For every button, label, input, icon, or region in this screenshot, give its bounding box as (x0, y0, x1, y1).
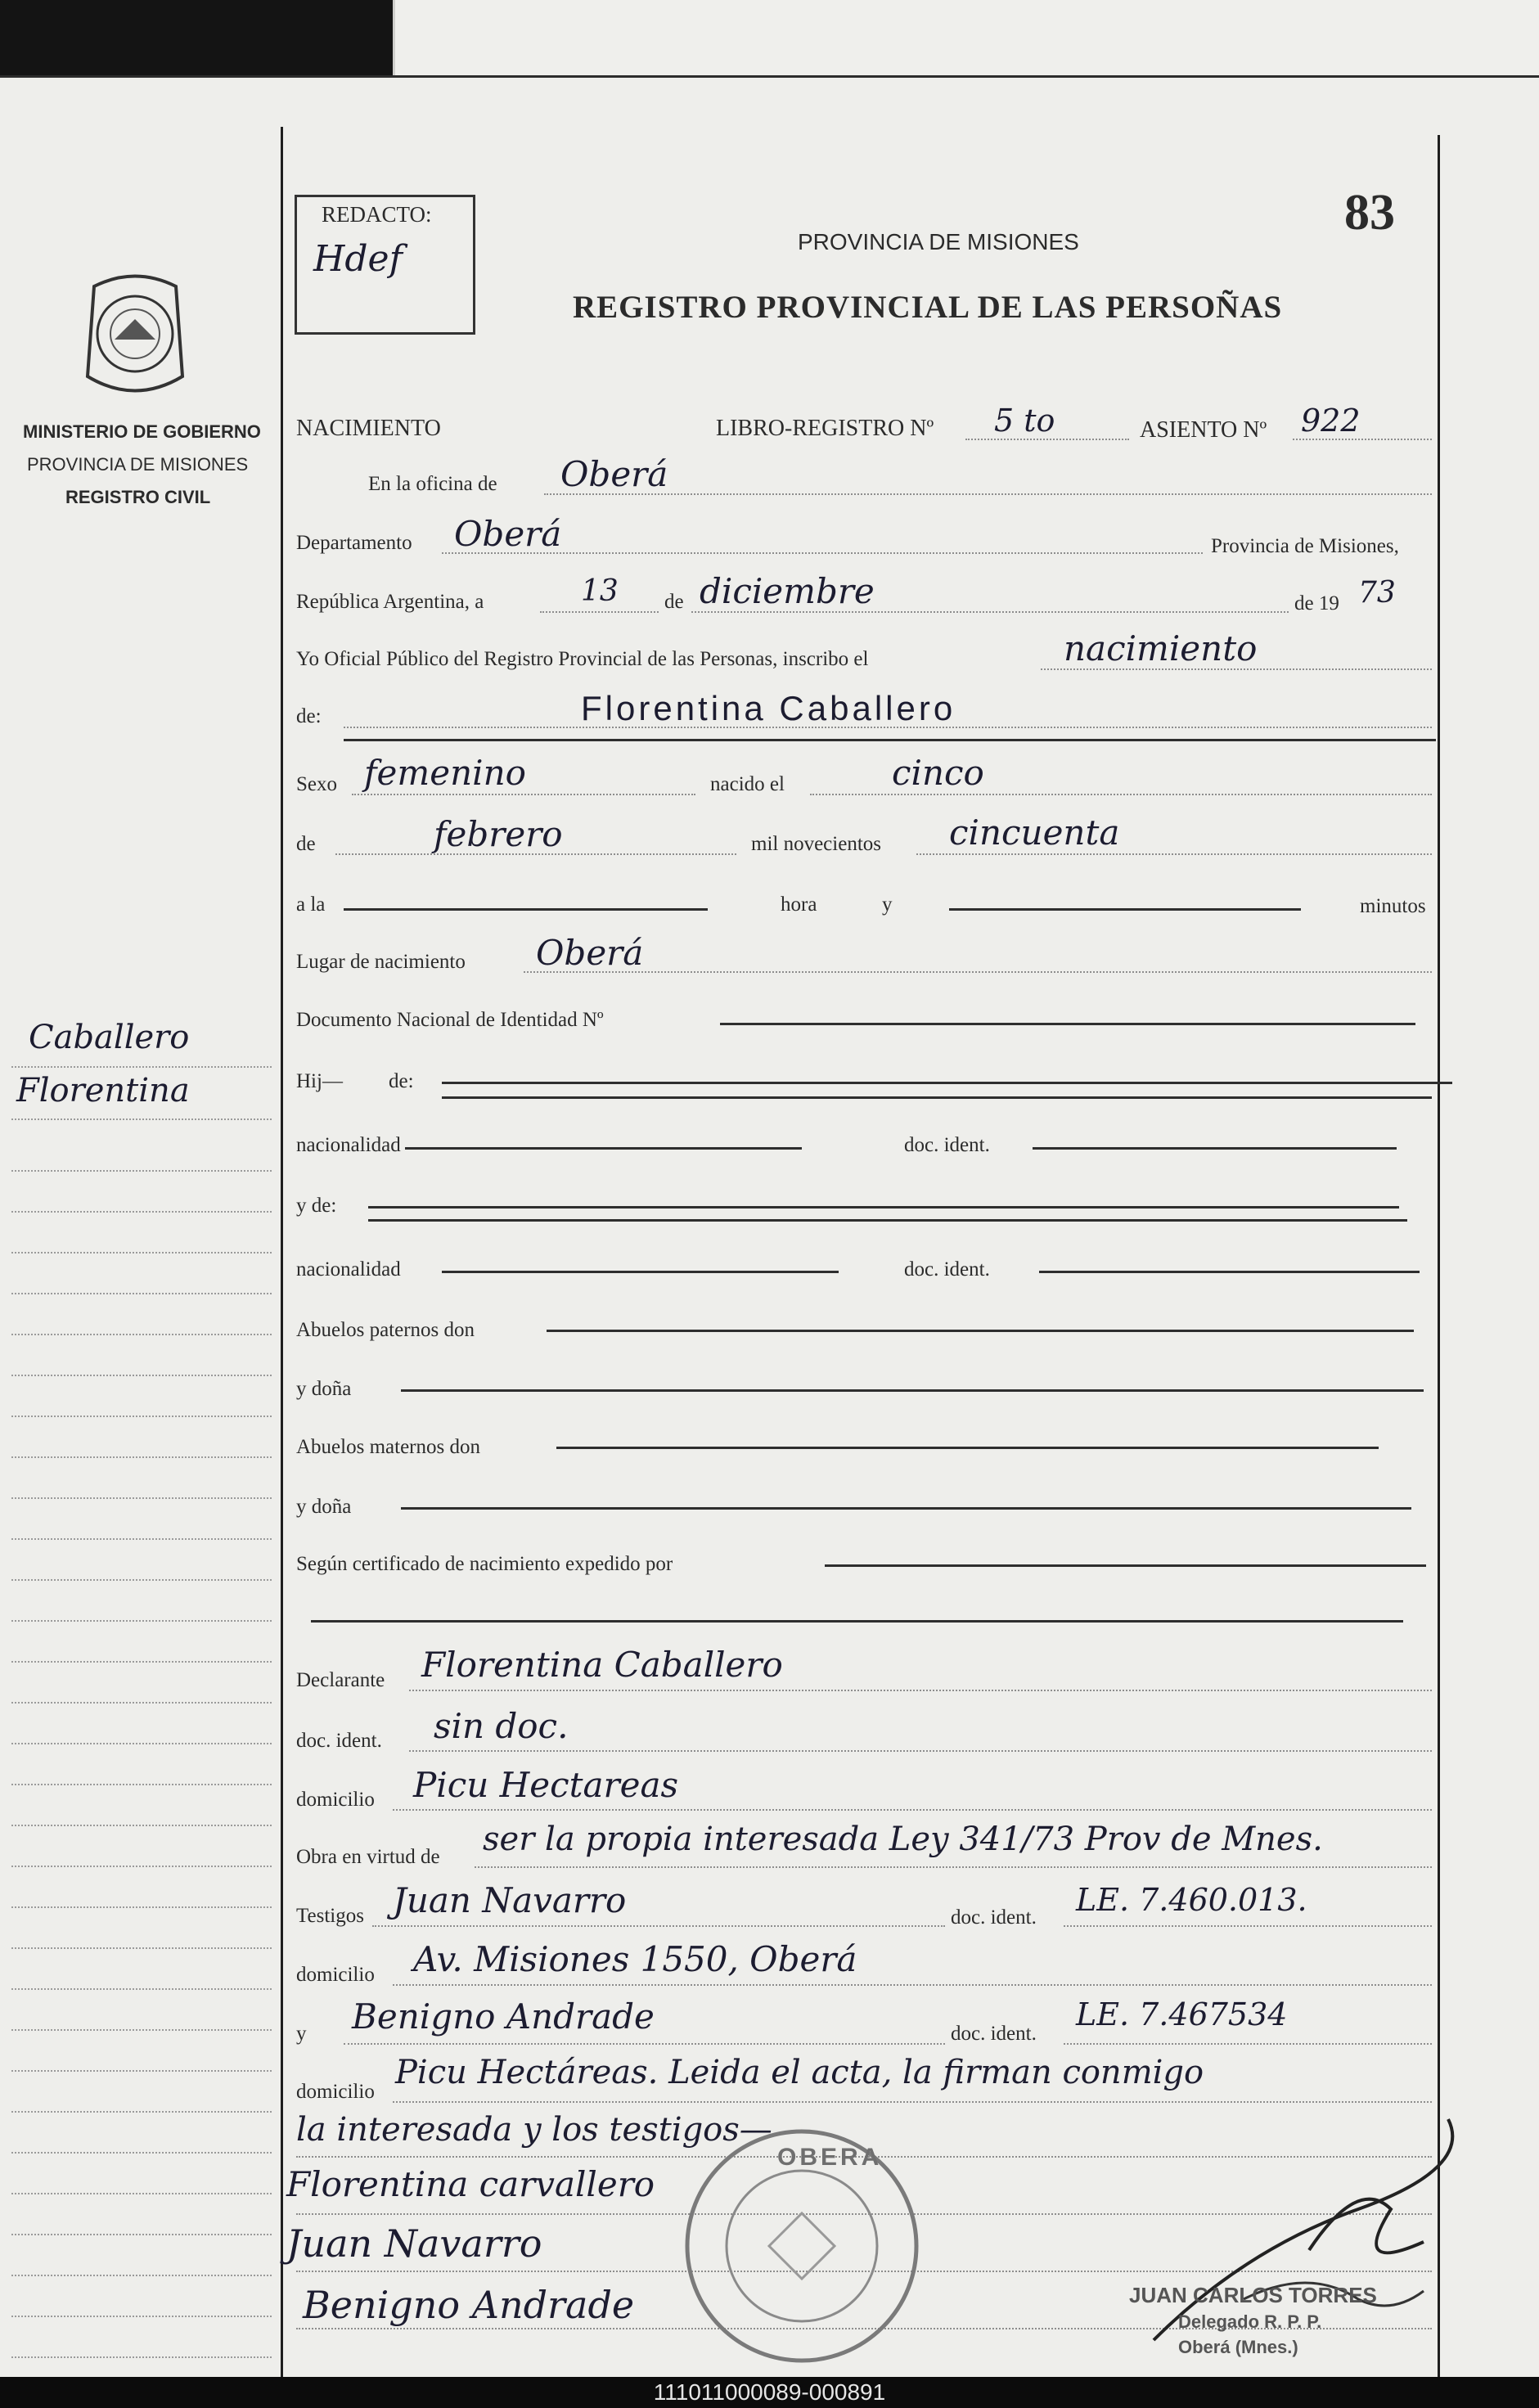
sexo-value: femenino (364, 753, 526, 793)
header-registry: REGISTRO PROVINCIAL DE LAS PERSOÑAS (573, 290, 1283, 325)
margin-rule (11, 2070, 272, 2072)
testigo1-line (372, 1925, 945, 1927)
dia-line (540, 611, 659, 613)
hij-de-label: de: (389, 1070, 414, 1092)
abuelos-pat-line (547, 1330, 1414, 1332)
doc-value: sin doc. (434, 1706, 569, 1746)
hij-line-2 (442, 1096, 1432, 1099)
anio-value: 73 (1358, 576, 1396, 610)
testigo2-doc-line (1064, 2043, 1432, 2045)
provincial-seal-icon (78, 270, 192, 405)
y2-label: y (296, 2023, 307, 2045)
yde-line-2 (368, 1219, 1407, 1222)
previous-page-edge (393, 0, 1539, 78)
footer-id: 111011000089-000891 (0, 2377, 1539, 2408)
oficina-line (544, 493, 1432, 495)
nacionalidad-2-line (442, 1271, 839, 1273)
docident-2-line (1039, 1271, 1420, 1273)
ala-label: a la (296, 893, 326, 916)
republica-label: República Argentina, a (296, 591, 484, 613)
testigo2-doc-label: doc. ident. (951, 2023, 1037, 2045)
domicilio-2-line (393, 1984, 1432, 1986)
doc-label: doc. ident. (296, 1730, 382, 1752)
nacido-label: nacido el (710, 773, 785, 795)
nombre-underline (344, 739, 1436, 741)
libro-line (965, 439, 1129, 440)
testigo2-doc: LE. 7.467534 (1076, 1996, 1288, 2032)
redacto-box (295, 195, 475, 335)
testigo1-doc-line (1064, 1925, 1432, 1927)
certificado-line-2 (311, 1620, 1403, 1623)
dia-value: 13 (581, 574, 619, 608)
right-border-line (1438, 135, 1440, 2377)
mes-nac-value: febrero (434, 814, 563, 854)
nombre-label: de: (296, 705, 322, 727)
anio-label: de 19 (1294, 592, 1339, 614)
nombre-value: Florentina Caballero (581, 689, 956, 727)
dni-line (720, 1023, 1415, 1025)
obra-line (475, 1866, 1432, 1868)
doc-line (409, 1750, 1432, 1752)
docident-1-line (1033, 1147, 1397, 1150)
round-stamp-text: OBERA (777, 2144, 883, 2171)
declarante-value: Florentina Caballero (421, 1645, 783, 1685)
de-label: de (664, 591, 684, 613)
ydona-2-label: y doña (296, 1496, 352, 1518)
signature-interesada: Florentina carvallero (286, 2164, 655, 2204)
minutos-line (949, 908, 1301, 911)
margin-rule (11, 1170, 272, 1172)
margin-rule (11, 1118, 272, 1120)
left-border-line (281, 127, 283, 2377)
margin-rule (11, 1579, 272, 1581)
margin-rule (11, 2316, 272, 2317)
domicilio-3-line (393, 2101, 1432, 2103)
lugar-line (524, 971, 1432, 973)
margin-rule (11, 1825, 272, 1826)
minutos-label: minutos (1360, 895, 1426, 917)
margin-rule (11, 1211, 272, 1213)
margin-rule (11, 1456, 272, 1458)
testigo1-value: Juan Navarro (393, 1880, 627, 1920)
oficial-line (1041, 668, 1432, 670)
ala-line (344, 908, 708, 911)
margin-rule (11, 1620, 272, 1622)
domicilio-value: Picu Hectareas (413, 1765, 679, 1805)
testigo2-value: Benigno Andrade (352, 1996, 655, 2037)
margin-rule (11, 2234, 272, 2235)
mes-nac-label: de (296, 833, 316, 855)
ydona-1-label: y doña (296, 1378, 352, 1400)
seal-line-2: PROVINCIA DE MISIONES (27, 454, 249, 475)
margin-rule (11, 1538, 272, 1540)
provincia-suffix: Provincia de Misiones, (1211, 535, 1399, 557)
hora-label: hora (781, 893, 817, 916)
oficina-label: En la oficina de (368, 473, 497, 495)
margin-rule (11, 1784, 272, 1785)
dni-label: Documento Nacional de Identidad Nº (296, 1009, 604, 1031)
obra-value: ser la propia interesada Ley 341/73 Prov de Mnes. (483, 1821, 1323, 1858)
redacto-initials: Hdef (313, 238, 403, 280)
mes-line (691, 611, 1289, 613)
nacido-line (810, 794, 1432, 795)
asiento-label: ASIENTO Nº (1140, 417, 1267, 443)
margin-rule (11, 1497, 272, 1499)
mes-value: diciembre (700, 571, 875, 611)
declarante-label: Declarante (296, 1669, 385, 1691)
domicilio-line (393, 1809, 1432, 1811)
asiento-line (1293, 439, 1432, 440)
margin-rule (11, 2193, 272, 2194)
oficina-value: Oberá (560, 454, 668, 494)
yde-label: y de: (296, 1195, 337, 1217)
margin-rule (11, 1416, 272, 1417)
signature-testigo-1: Juan Navarro (286, 2221, 542, 2266)
margin-rule (11, 1866, 272, 1867)
testigo1-doc-label: doc. ident. (951, 1906, 1037, 1929)
ydona-2-line (401, 1507, 1411, 1510)
domicilio-2-value: Av. Misiones 1550, Oberá (413, 1939, 857, 1979)
margin-rule (11, 2356, 272, 2358)
hij-label: Hij— (296, 1070, 343, 1092)
domicilio-label: domicilio (296, 1789, 375, 1811)
margin-rule (11, 1252, 272, 1254)
abuelos-mat-label: Abuelos maternos don (296, 1436, 480, 1458)
signature-testigo-2: Benigno Andrade (303, 2283, 635, 2327)
official-stamp-title: Delegado R. P. P. (1178, 2311, 1322, 2332)
nacido-value: cinco (892, 753, 984, 793)
margin-rule (11, 1293, 272, 1294)
oficial-label: Yo Oficial Público del Registro Provincial de las Personas, inscribo el (296, 648, 869, 670)
margin-rule (11, 2152, 272, 2154)
domicilio-3-label: domicilio (296, 2081, 375, 2103)
domicilio-2-label: domicilio (296, 1964, 375, 1986)
nacionalidad-1-line (405, 1147, 802, 1150)
testigo1-doc: LE. 7.460.013. (1076, 1882, 1307, 1918)
cierre-value: la interesada y los testigos— (296, 2111, 772, 2149)
sexo-line (352, 794, 695, 795)
seal-line-3: REGISTRO CIVIL (65, 487, 211, 507)
header-province: PROVINCIA DE MISIONES (798, 229, 1079, 254)
ydona-1-line (401, 1389, 1424, 1392)
milnov-label: mil novecientos (751, 833, 881, 855)
lugar-label: Lugar de nacimiento (296, 951, 466, 973)
oficial-value: nacimiento (1064, 628, 1258, 668)
certificado-line (825, 1564, 1426, 1567)
declarante-line (409, 1690, 1432, 1691)
margin-rule (11, 1702, 272, 1704)
anio-nac-value: cincuenta (949, 812, 1120, 853)
nacionalidad-1-label: nacionalidad (296, 1134, 401, 1156)
margin-rule (11, 2029, 272, 2031)
abuelos-pat-label: Abuelos paternos don (296, 1319, 475, 1341)
seal-line-1: MINISTERIO DE GOBIERNO (23, 421, 261, 442)
margin-rule (11, 1947, 272, 1949)
testigo2-line (344, 2043, 945, 2045)
anio-nac-line (916, 853, 1432, 855)
docident-2-label: doc. ident. (904, 1258, 990, 1281)
lugar-value: Oberá (536, 933, 644, 973)
page-number: 83 (1344, 185, 1395, 241)
margin-note-surname: Caballero (29, 1019, 190, 1056)
margin-rule (11, 1334, 272, 1335)
margin-note-name: Florentina (16, 1072, 190, 1109)
y-label: y (882, 893, 893, 916)
obra-label: Obra en virtud de (296, 1846, 440, 1868)
sexo-label: Sexo (296, 773, 337, 795)
docident-1-label: doc. ident. (904, 1134, 990, 1156)
margin-rule (11, 1906, 272, 1908)
domicilio-3-value: Picu Hectáreas. Leida el acta, la firman conmigo (395, 2054, 1204, 2091)
asiento-value: 922 (1301, 403, 1361, 439)
nacionalidad-2-label: nacionalidad (296, 1258, 401, 1281)
margin-rule (11, 2275, 272, 2276)
hij-line-1 (442, 1082, 1452, 1084)
margin-rule (11, 1743, 272, 1744)
libro-label: LIBRO-REGISTRO Nº (716, 416, 934, 441)
official-stamp-place: Oberá (Mnes.) (1178, 2337, 1298, 2357)
official-stamp-name: JUAN CARLOS TORRES (1129, 2283, 1377, 2307)
abuelos-mat-line (556, 1447, 1379, 1449)
redacto-label: REDACTO: (322, 202, 432, 227)
margin-rule (11, 1375, 272, 1376)
margin-rule (11, 1988, 272, 1990)
margin-rule (11, 2111, 272, 2113)
margin-rule (11, 1661, 272, 1663)
certificado-label: Según certificado de nacimiento expedido por (296, 1553, 673, 1575)
margin-rule (11, 1066, 272, 1068)
departamento-value: Oberá (454, 514, 562, 554)
form-title: NACIMIENTO (296, 416, 441, 441)
libro-value: 5 to (994, 403, 1055, 439)
departamento-label: Departamento (296, 532, 412, 554)
testigos-label: Testigos (296, 1905, 364, 1927)
yde-line-1 (368, 1206, 1399, 1209)
